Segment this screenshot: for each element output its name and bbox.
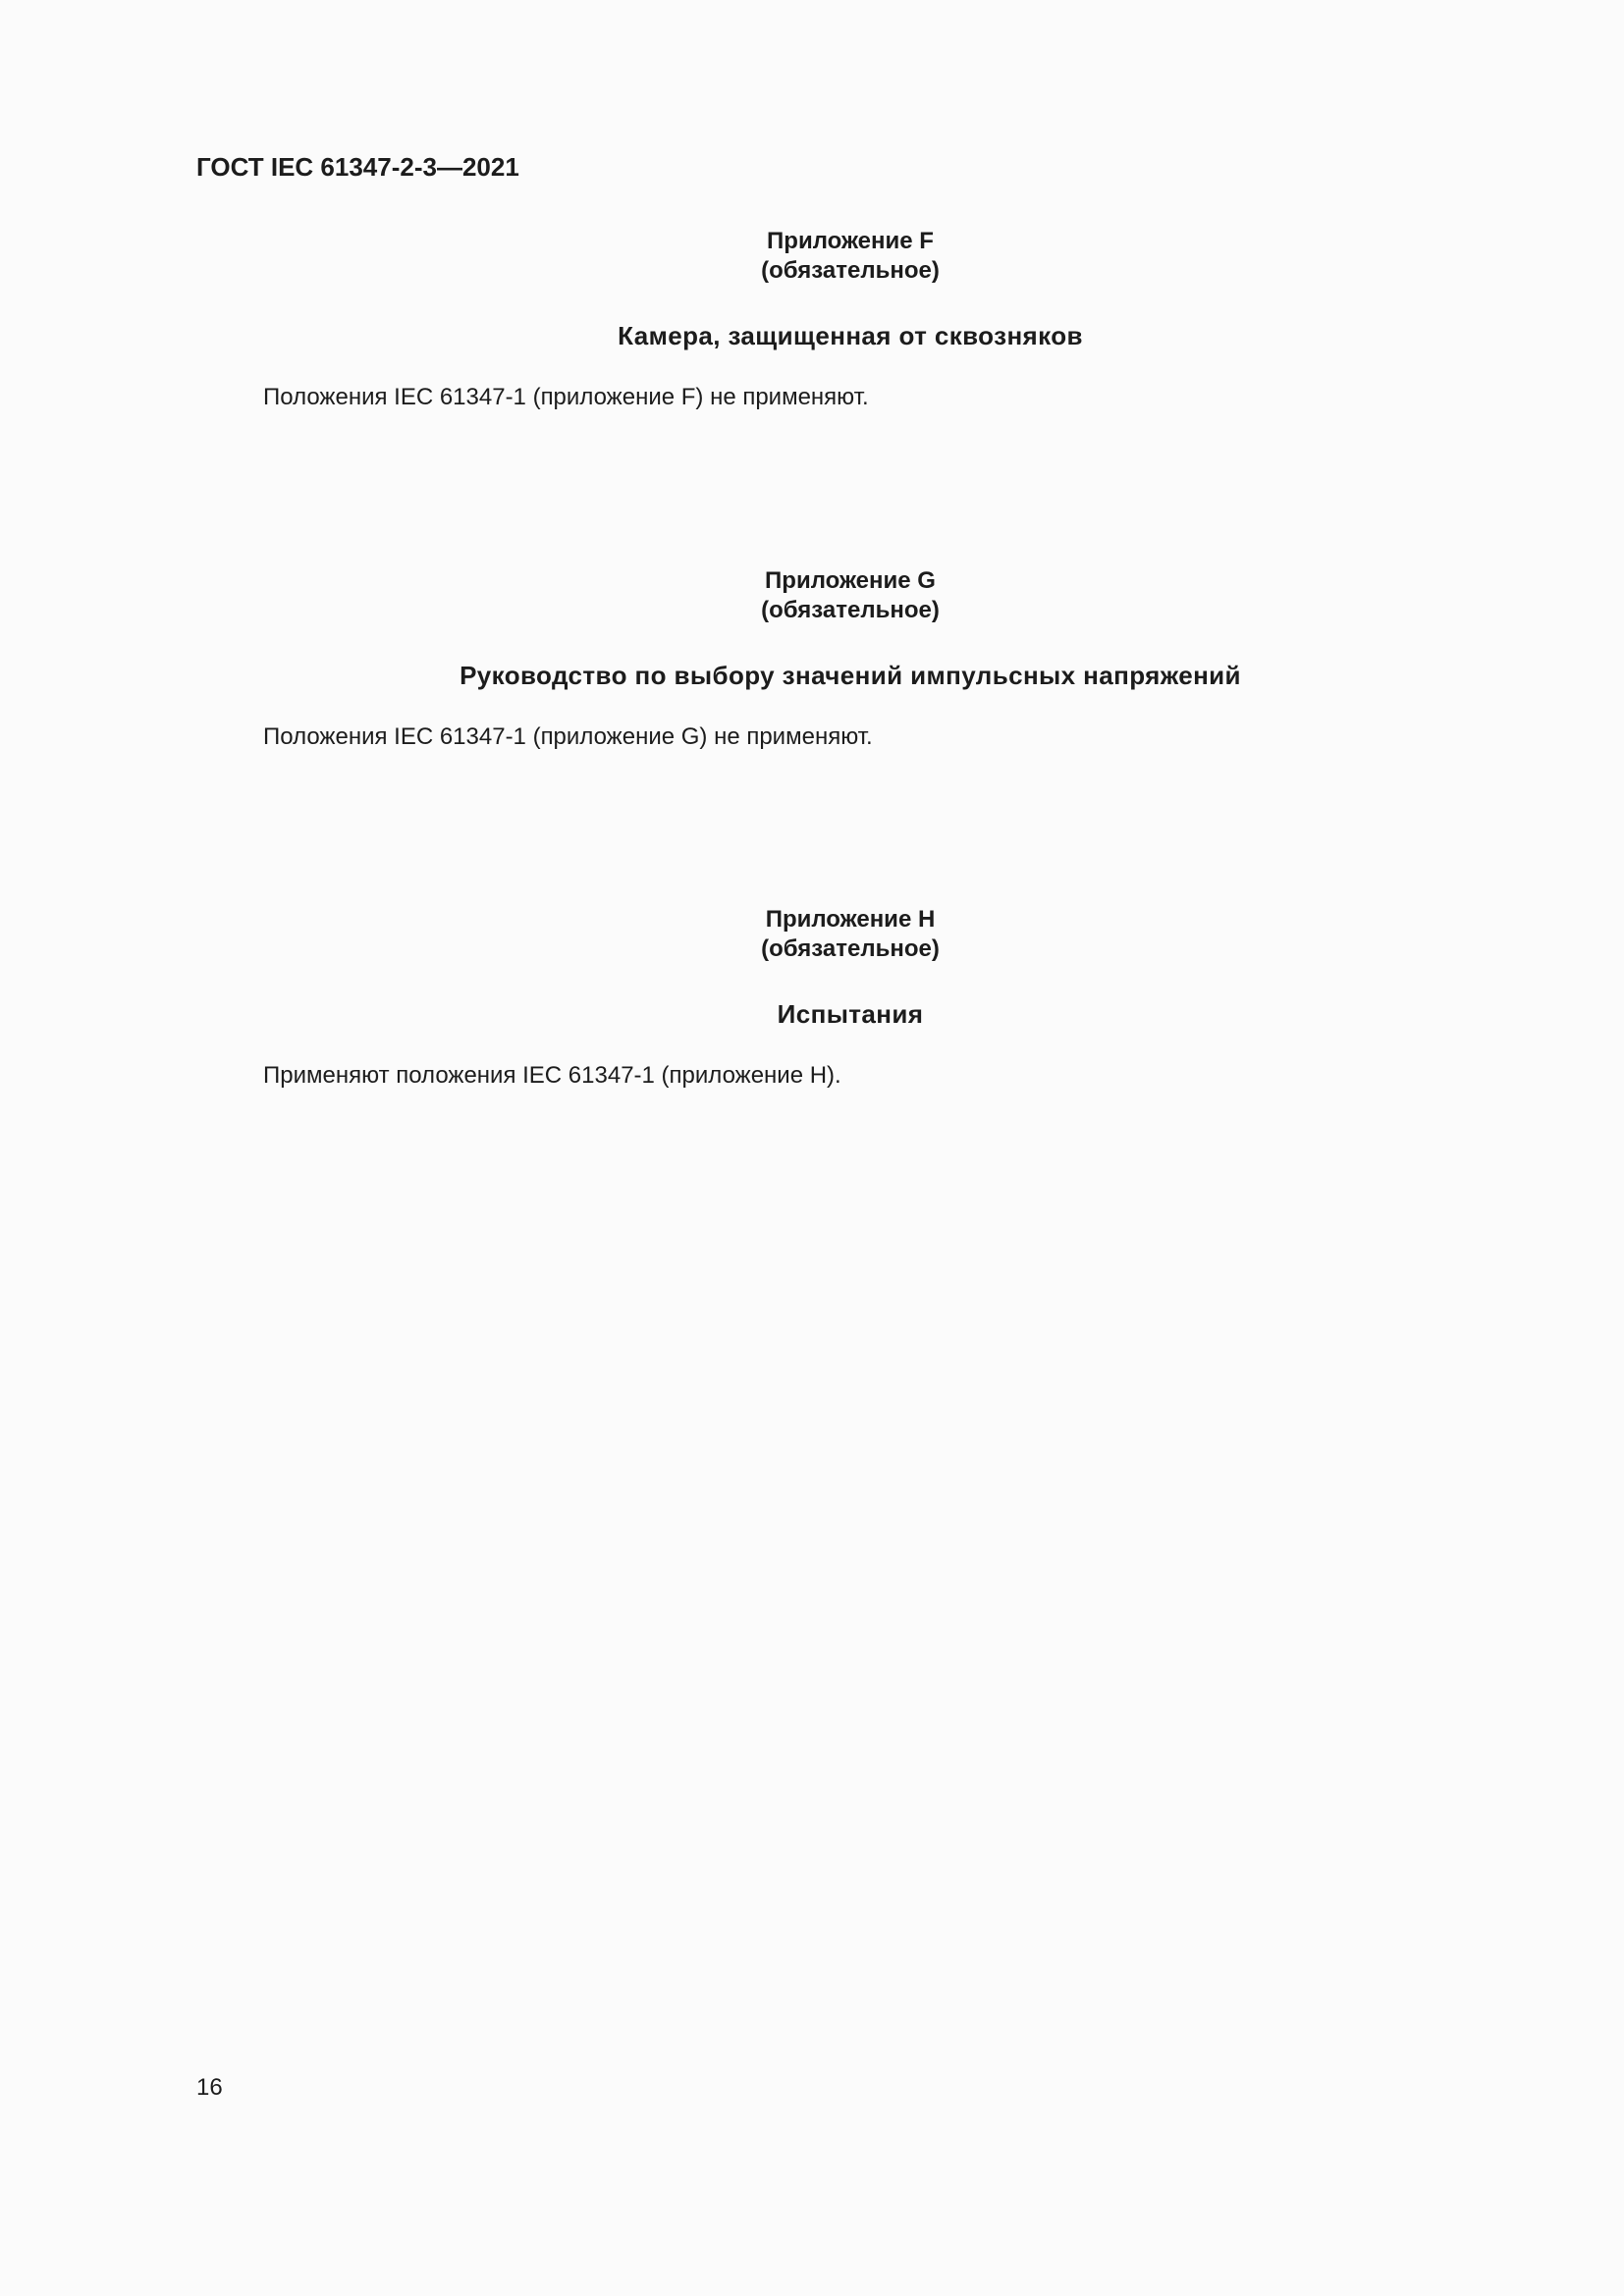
annex-f-section [196, 227, 1504, 412]
annex-h-title: Испытания [777, 999, 924, 1029]
annex-h-body: Применяют положения IEC 61347-1 (приложение H). [263, 1062, 841, 1089]
document-code: ГОСТ IEC 61347-2-3—2021 [196, 152, 519, 182]
annex-g-status: (обязательное) [761, 597, 940, 623]
annex-g-body: Положения IEC 61347-1 (приложение G) не применяют. [263, 723, 873, 750]
annex-g-title: Руководство по выбору значений импульсных напряжений [460, 661, 1241, 690]
annex-h-label: Приложение H [765, 906, 936, 933]
annex-h-status: (обязательное) [761, 935, 940, 962]
annex-f-status: (обязательное) [761, 257, 940, 284]
annex-f-body: Положения IEC 61347-1 (приложение F) не применяют. [263, 384, 869, 410]
annex-h-section [196, 905, 1504, 1091]
annex-f-title: Камера, защищенная от сквозняков [618, 321, 1083, 350]
annex-f-label: Приложение F [767, 228, 934, 254]
page-number: 16 [196, 2074, 223, 2101]
annex-g-section [196, 566, 1504, 752]
annex-g-label: Приложение G [765, 567, 936, 594]
